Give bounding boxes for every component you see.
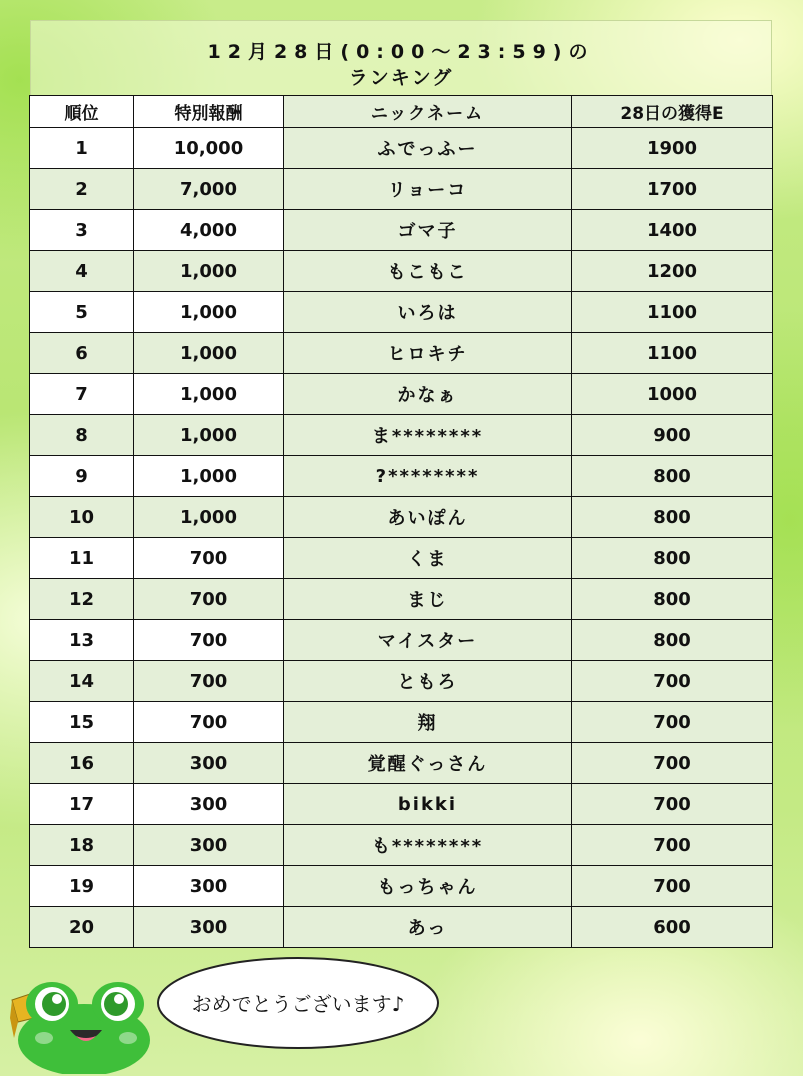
cell-nickname: まじ	[284, 579, 572, 620]
cell-rank: 16	[30, 743, 134, 784]
table-row	[30, 333, 773, 374]
cell-reward: 300	[134, 743, 284, 784]
cell-reward: 700	[134, 538, 284, 579]
cell-reward: 700	[134, 702, 284, 743]
cell-reward: 1,000	[134, 333, 284, 374]
cell-reward: 4,000	[134, 210, 284, 251]
cell-reward: 700	[134, 579, 284, 620]
cell-rank: 6	[30, 333, 134, 374]
cell-reward: 7,000	[134, 169, 284, 210]
cell-reward: 1,000	[134, 292, 284, 333]
cell-points: 1400	[572, 210, 773, 251]
table-row	[30, 825, 773, 866]
cell-points: 800	[572, 538, 773, 579]
cell-nickname: いろは	[284, 292, 572, 333]
cell-nickname: ま********	[284, 415, 572, 456]
cell-points: 800	[572, 579, 773, 620]
cell-points: 1200	[572, 251, 773, 292]
cell-reward: 1,000	[134, 456, 284, 497]
ranking-rows	[30, 128, 773, 948]
cell-rank: 19	[30, 866, 134, 907]
cell-reward: 1,000	[134, 415, 284, 456]
cell-rank: 2	[30, 169, 134, 210]
ranking-title	[30, 20, 772, 96]
cell-rank: 14	[30, 661, 134, 702]
table-row	[30, 702, 773, 743]
table-row	[30, 169, 773, 210]
cell-nickname: 覚醒ぐっさん	[284, 743, 572, 784]
cell-rank: 1	[30, 128, 134, 169]
cell-rank: 3	[30, 210, 134, 251]
table-row	[30, 128, 773, 169]
ranking-table	[29, 95, 773, 948]
table-row	[30, 538, 773, 579]
cell-nickname: ゴマ子	[284, 210, 572, 251]
table-row	[30, 210, 773, 251]
cell-nickname: ともろ	[284, 661, 572, 702]
table-row	[30, 743, 773, 784]
table-row	[30, 374, 773, 415]
cell-nickname: リョーコ	[284, 169, 572, 210]
cell-nickname: マイスター	[284, 620, 572, 661]
cell-nickname: もこもこ	[284, 251, 572, 292]
cell-points: 1700	[572, 169, 773, 210]
cell-nickname: bikki	[284, 784, 572, 825]
cell-points: 700	[572, 743, 773, 784]
cell-nickname: かなぁ	[284, 374, 572, 415]
cell-nickname: ヒロキチ	[284, 333, 572, 374]
table-row	[30, 866, 773, 907]
cell-rank: 17	[30, 784, 134, 825]
cell-reward: 300	[134, 907, 284, 948]
cell-points: 700	[572, 866, 773, 907]
cell-nickname: 翔	[284, 702, 572, 743]
cell-reward: 300	[134, 825, 284, 866]
cell-reward: 1,000	[134, 497, 284, 538]
cell-reward: 700	[134, 661, 284, 702]
cell-nickname: あいぽん	[284, 497, 572, 538]
cell-rank: 13	[30, 620, 134, 661]
table-row	[30, 415, 773, 456]
frog-mascot-icon	[8, 978, 150, 1074]
title-date-range: 12月28日(0:00〜23:59)の	[207, 41, 595, 63]
cell-rank: 9	[30, 456, 134, 497]
cell-rank: 18	[30, 825, 134, 866]
cell-points: 700	[572, 661, 773, 702]
table-row	[30, 292, 773, 333]
table-row	[30, 907, 773, 948]
header-points: 28日の獲得E	[572, 96, 773, 128]
cell-points: 600	[572, 907, 773, 948]
cell-rank: 5	[30, 292, 134, 333]
table-row	[30, 620, 773, 661]
cell-rank: 7	[30, 374, 134, 415]
table-row	[30, 579, 773, 620]
table-header-row	[30, 96, 773, 128]
table-row	[30, 784, 773, 825]
table-row	[30, 456, 773, 497]
cell-nickname: あっ	[284, 907, 572, 948]
cell-rank: 4	[30, 251, 134, 292]
cell-reward: 1,000	[134, 251, 284, 292]
cell-points: 800	[572, 456, 773, 497]
cell-rank: 15	[30, 702, 134, 743]
table-row	[30, 497, 773, 538]
header-nickname: ニックネーム	[284, 96, 572, 128]
header-rank: 順位	[30, 96, 134, 128]
cell-points: 800	[572, 497, 773, 538]
cell-nickname: ふでっふー	[284, 128, 572, 169]
cell-points: 1100	[572, 292, 773, 333]
cell-points: 1100	[572, 333, 773, 374]
cell-rank: 12	[30, 579, 134, 620]
cell-rank: 10	[30, 497, 134, 538]
cell-nickname: もっちゃん	[284, 866, 572, 907]
cell-rank: 11	[30, 538, 134, 579]
cell-points: 700	[572, 702, 773, 743]
cell-rank: 20	[30, 907, 134, 948]
cell-rank: 8	[30, 415, 134, 456]
cell-points: 900	[572, 415, 773, 456]
header-reward: 特別報酬	[134, 96, 284, 128]
cell-reward: 10,000	[134, 128, 284, 169]
cell-points: 1900	[572, 128, 773, 169]
cell-points: 800	[572, 620, 773, 661]
table-row	[30, 251, 773, 292]
cell-points: 1000	[572, 374, 773, 415]
cell-nickname: も********	[284, 825, 572, 866]
cell-reward: 700	[134, 620, 284, 661]
cell-nickname: くま	[284, 538, 572, 579]
cell-points: 700	[572, 825, 773, 866]
cell-nickname: ?********	[284, 456, 572, 497]
table-row	[30, 661, 773, 702]
title-ranking: ランキング	[348, 67, 454, 89]
cell-reward: 300	[134, 866, 284, 907]
cell-reward: 1,000	[134, 374, 284, 415]
cell-points: 700	[572, 784, 773, 825]
congratulations-message: おめでとうございます♪	[191, 992, 405, 1016]
cell-reward: 300	[134, 784, 284, 825]
